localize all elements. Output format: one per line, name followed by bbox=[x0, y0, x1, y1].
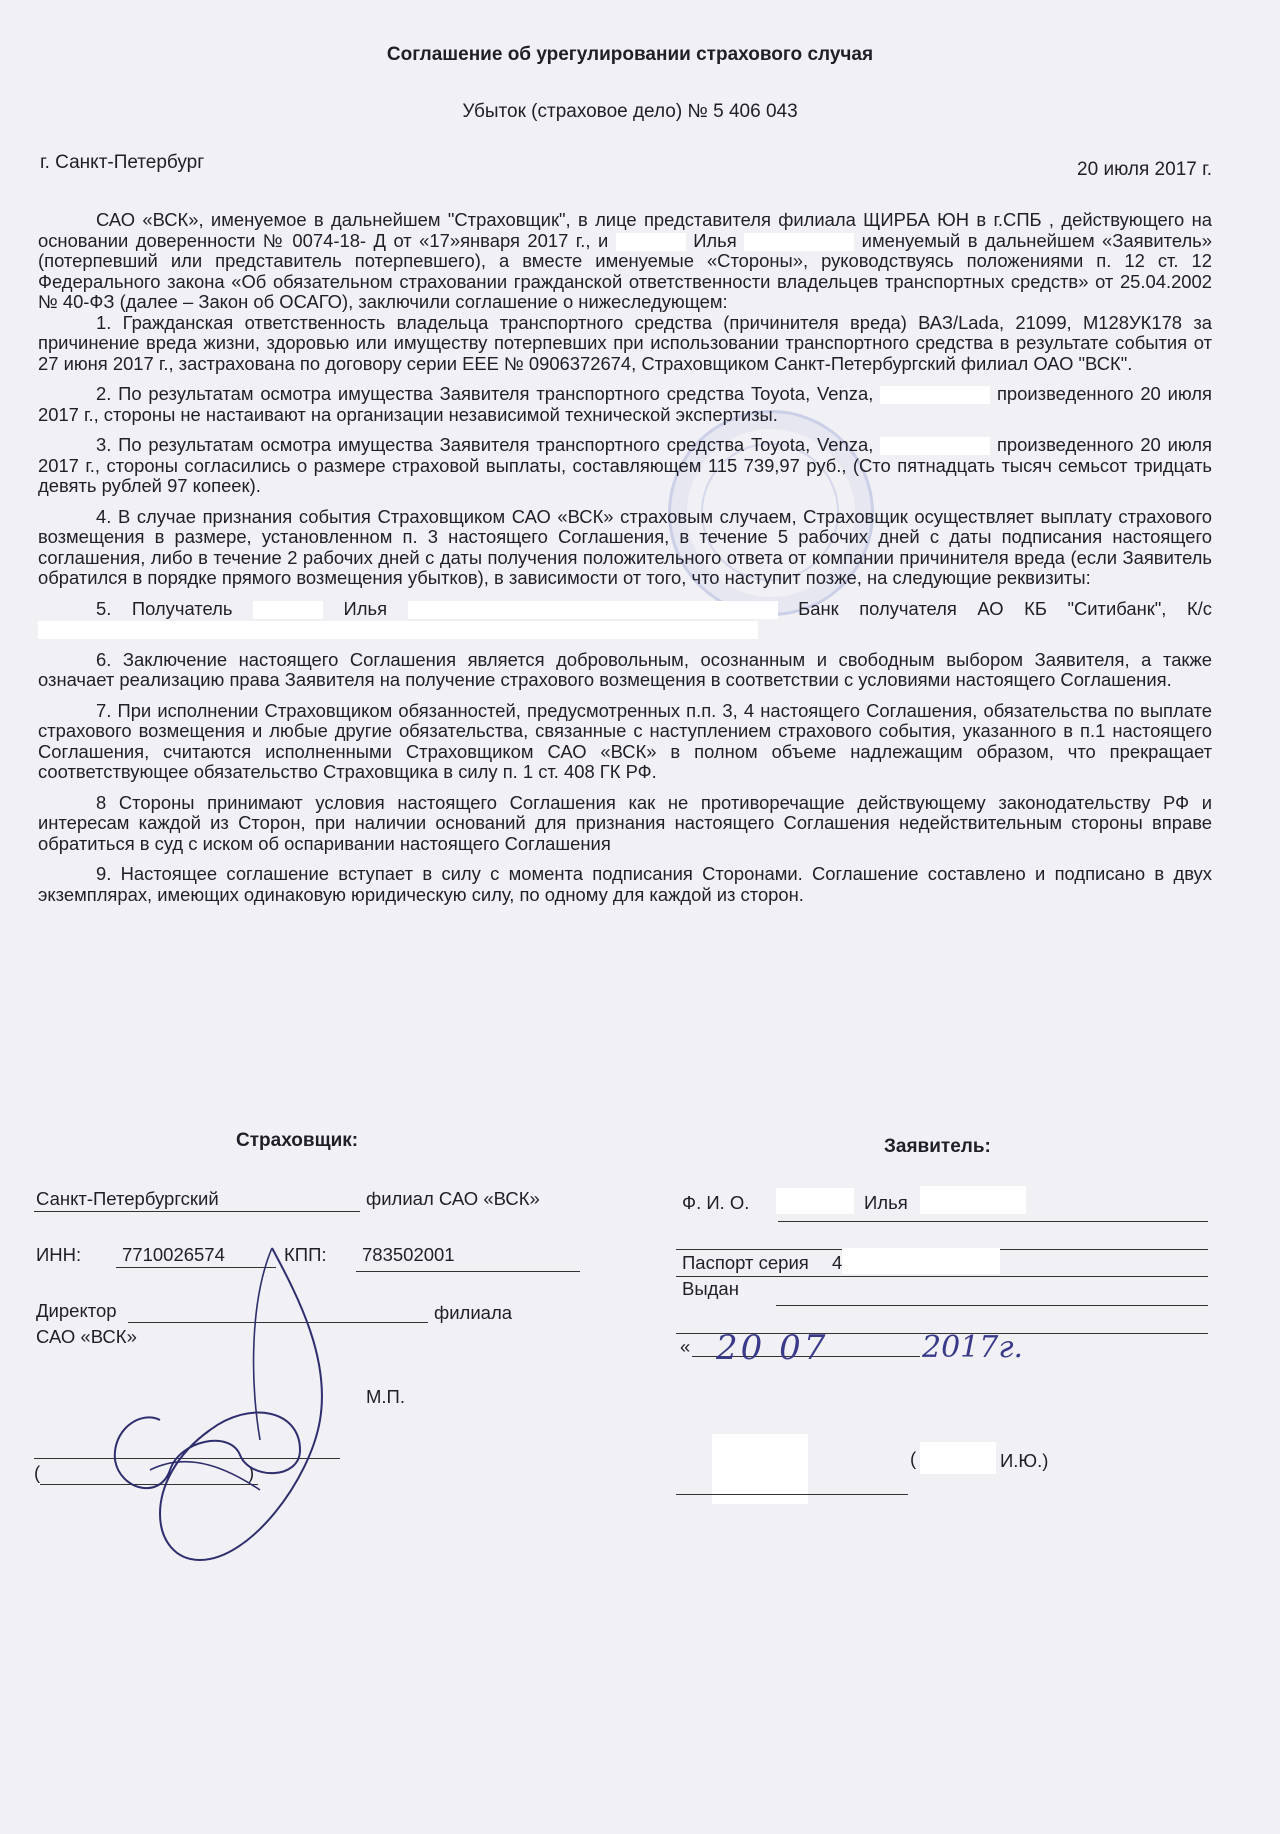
clause-7: 7. При исполнении Страховщиком обязанностей, предусмотренных п.п. 3, 4 настоящего Соглашения, обязательства по выплате страхового возмещения и любые другие обязательства, связанные с наступлением страхового события, указанного в п.1 настоящего Соглашения, считаются исполненными Страховщиком САО «ВСК» в полном объеме надлежащим образом, что прекращает соответствующее обязательство Страховщика в силу п. 1 ст. 408 ГК РФ. bbox=[38, 699, 1212, 782]
director-suffix: филиала bbox=[434, 1302, 513, 1323]
intro-text-1: САО «ВСК», именуемое в дальнейшем "Страховщик", в лице представителя филиала ЩИРБА ЮН в г.СПБ , действующего на основании доверенности № 0074-18- Д от «17»января 2017 г., и bbox=[38, 209, 1212, 251]
intro-name: Илья bbox=[693, 229, 737, 251]
initials-open: ( bbox=[910, 1448, 917, 1469]
case-number: Убыток (страховое дело) № 5 406 043 bbox=[462, 101, 798, 122]
passport-value: 4 bbox=[832, 1252, 843, 1273]
sign-bracket-open: ( bbox=[34, 1462, 41, 1483]
issued-label: Выдан bbox=[682, 1278, 739, 1299]
handwritten-date: 20 07 bbox=[716, 1328, 829, 1368]
intro-text-2: именуемый в дальнейшем «Заявитель» (потерпевший или представитель потерпевшего), а вместе именуемые «Стороны», руководствуясь положениями п. 12 ст. 12 Федерального закона «Об обязательном страховании гражданской ответственности владельцев транспортных средств» от 25.04.2002 № 40-ФЗ (далее – Закон об ОСАГО), заключили соглашение о нижеследующем: bbox=[38, 229, 1212, 312]
fio-label: Ф. И. О. bbox=[682, 1192, 750, 1213]
document-date: 20 июля 2017 г. bbox=[1077, 159, 1212, 180]
insurer-heading: Страховщик: bbox=[236, 1130, 359, 1151]
fio-name: Илья bbox=[864, 1192, 908, 1213]
inn-label: ИНН: bbox=[36, 1244, 82, 1265]
clause-5-name: Илья bbox=[343, 597, 388, 619]
handwritten-year: 2017г. bbox=[922, 1330, 1024, 1365]
clause-5-bank: Банк получателя АО КБ "Ситибанк", К/с bbox=[798, 597, 1212, 619]
city: г. Санкт-Петербург bbox=[40, 152, 205, 173]
seal-place-label: М.П. bbox=[366, 1386, 405, 1407]
clause-3-text-a: 3. По результатам осмотра имущества Заявителя транспортного средства Toyota, Venza, bbox=[96, 434, 874, 455]
document-title: Соглашение об урегулировании страхового случая bbox=[386, 44, 874, 65]
clause-1: 1. Гражданская ответственность владельца транспортного средства (причинителя вреда) ВАЗ/Lada, 21099, М128УК178 за причинение вреда жизни, здоровью или имуществу потерпевших при использовании транспортного средства в результате события от 27 июня 2017 г., застрахована по договору серии ЕЕЕ № 0906372674, Страховщиком Санкт-Петербургский филиал ОАО "ВСК". bbox=[38, 311, 1212, 374]
inn-value: 7710026574 bbox=[122, 1244, 225, 1265]
insurer-org: САО «ВСК» bbox=[36, 1326, 137, 1347]
clause-4: 4. В случае признания события Страховщиком САО «ВСК» страховым случаем, Страховщик осуществляет выплату страхового возмещения в размере, установленном п. 3 настоящего Соглашения, в течение 5 рабочих дней с даты подписания настоящего соглашения, либо в течение 2 рабочих дней с даты получения положительного ответа от компании причинителя вреда (если Заявитель обратился в порядке прямого возмещения убытков), в зависимости от того, что наступит позже, на следующие реквизиты: bbox=[38, 505, 1212, 588]
signature-stroke bbox=[254, 1248, 272, 1440]
applicant-heading: Заявитель: bbox=[884, 1136, 991, 1157]
insurer-branch-suffix: филиал САО «ВСК» bbox=[366, 1188, 540, 1209]
initials: И.Ю.) bbox=[1000, 1450, 1049, 1471]
clause-9: 9. Настоящее соглашение вступает в силу с момента подписания Сторонами. Соглашение составлено и подписано в двух экземплярах, имеющих одинаковую юридическую силу, по одному для каждой из сторон. bbox=[38, 863, 1212, 905]
kpp-value: 783502001 bbox=[362, 1244, 455, 1265]
signature-stroke bbox=[115, 1248, 322, 1560]
clause-2-text-a: 2. По результатам осмотра имущества Заявителя транспортного средства Toyota, Venza, bbox=[96, 383, 874, 404]
clause-2-text-b: произведенного 20 июля 2017 г., стороны не настаивают на организации независимой технической экспертизы. bbox=[38, 383, 1212, 425]
clause-8: 8 Стороны принимают условия настоящего Соглашения как не противоречащие действующему законодательству РФ и интересам каждой из Сторон, при наличии оснований для признания настоящего Соглашения недействительным стороны вправе обратиться в суд с иском об оспаривании настоящего Соглашения bbox=[38, 791, 1212, 854]
clause-3-text-b: произведенного 20 июля 2017 г., стороны согласились о размере страховой выплаты, составляющем 115 739,97 руб., (Сто пятнадцать тысяч семьсот тридцать девять рублей 97 копеек). bbox=[38, 434, 1212, 496]
passport-label: Паспорт серия bbox=[682, 1252, 809, 1273]
sign-bracket-close: ) bbox=[248, 1462, 255, 1483]
director-label: Директор bbox=[36, 1300, 117, 1321]
date-open-quote: « bbox=[680, 1336, 691, 1357]
insurer-branch-name: Санкт-Петербургский bbox=[36, 1188, 219, 1209]
kpp-label: КПП: bbox=[284, 1244, 327, 1265]
clause-6: 6. Заключение настоящего Соглашения является добровольным, осознанным и свободным выбором Заявителя, а также означает реализацию права Заявителя на получение страхового возмещения в соответствии с условиями настоящего Соглашения. bbox=[38, 648, 1212, 690]
clause-5-label: 5. Получатель bbox=[96, 597, 233, 619]
